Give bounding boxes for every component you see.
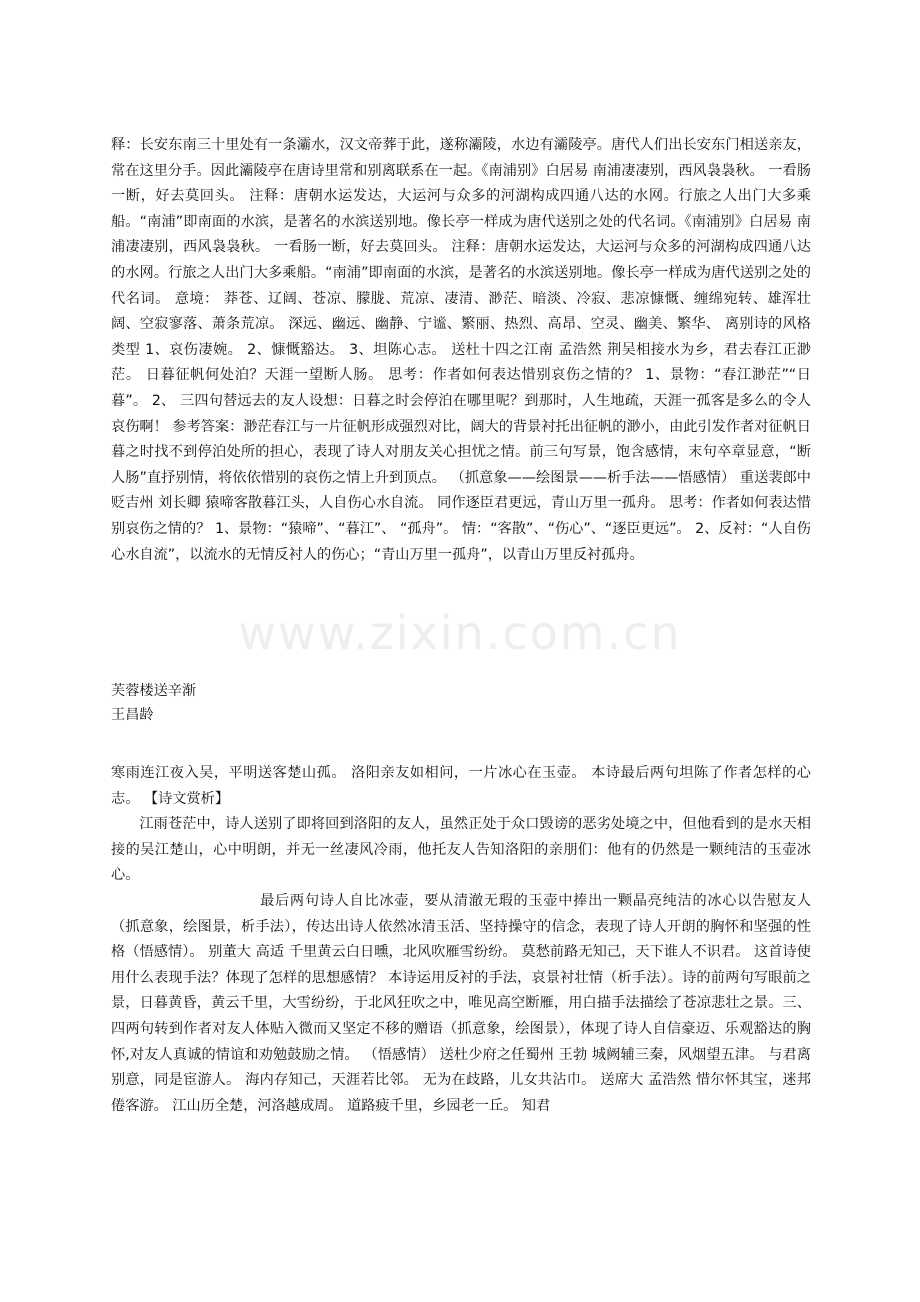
poem-header: [111, 679, 811, 727]
text-block-poem-analysis: [111, 761, 811, 1119]
poem-title: 芙蓉楼送辛渐: [111, 683, 197, 699]
poem-author: 王昌龄: [111, 707, 154, 723]
watermark: www.zixin.com.cn: [238, 606, 682, 660]
paragraph: 江雨苍茫中，诗人送别了即将回到洛阳的友人，虽然正处于众口毁谤的恶劣处境之中，但他看到的是水天相接的吴江楚山，心中明朗，并无一丝凄风冷雨，他托友人告知洛阳的亲朋们：他有的仍然是一颗纯洁的玉壶冰心。: [111, 816, 811, 884]
paragraph: 寒雨连江夜入吴，平明送客楚山孤。 洛阳亲友如相问，一片冰心在玉壶。 本诗最后两句坦陈了作者怎样的心志。 【诗文赏析】: [111, 765, 811, 807]
text-block-farewell-notes: [111, 133, 811, 568]
paragraph: 释：长安东南三十里处有一条灞水，汉文帝葬于此，遂称灞陵，水边有灞陵亭。唐代人们出长安东门相送亲友，常在这里分手。因此灞陵亭在唐诗里常和别离联系在一起。《南浦别》白居易 南浦凄凄别，西风袅袅秋。 一看肠一断，好去莫回头。 注释：唐朝水运发达，大运河与众多的河湖构成四通八达的水网。行旅之人出门大多乘船。“南浦”即南面的水滨，是著名的水滨送别地。像长亭一样成为唐代送别之处的代名词。《南浦别》白居易 南浦凄凄别，西风袅袅秋。 一看肠一断，好去莫回头。 注释：唐朝水运发达，大运河与众多的河湖构成四通八达的水网。行旅之人出门大多乘船。“南浦”即南面的水滨，是著名的水滨送别地。像长亭一样成为唐代送别之处的代名词。 意境： 莽苍、辽阔、苍凉、朦胧、荒凉、凄清、渺茫、暗淡、冷寂、悲凉慷慨、缠绵宛转、雄浑壮阔、空寂寥落、萧条荒凉。 深远、幽远、幽静、宁谧、繁丽、热烈、高昂、空灵、幽美、繁华、 离别诗的风格类型 1、哀伤凄婉。 2、慷慨豁达。 3、坦陈心志。 送杜十四之江南 孟浩然 荆吴相接水为乡，君去春江正渺茫。 日暮征帆何处泊？天涯一望断人肠。 思考：作者如何表达惜别哀伤之情的？ 1、景物：“春江渺茫”“日暮”。 2、 三四句替远去的友人设想：日暮之时会停泊在哪里呢？到那时，人生地疏，天涯一孤客是多么的令人哀伤啊！ 参考答案：渺茫春江与一片征帆形成强烈对比，阔大的背景衬托出征帆的渺小，由此引发作者对征帆日暮之时找不到停泊处所的担心，表现了诗人对朋友关心担忧之情。前三句写景，饱含感情，末句卒章显意，“断人肠”直抒别情，将依依惜别的哀伤之情上升到顶点。 （抓意象——绘图景——析手法——悟感情） 重送裴郎中贬吉州 刘长卿 猿啼客散暮江头，人自伤心水自流。 同作逐臣君更远，青山万里一孤舟。 思考：作者如何表达惜别哀伤之情的？ 1、景物：“猿啼”、“暮江”、 “孤舟”。 情：“客散”、“伤心”、“逐臣更远”。 2、反衬：“人自伤心水自流”，以流水的无情反衬人的伤心；“青山万里一孤舟”，以青山万里反衬孤舟。: [111, 137, 811, 563]
paragraph: 最后两句诗人自比冰壶，要从清澈无瑕的玉壶中捧出一颗晶亮纯洁的冰心以告慰友人（抓意象，绘图景，析手法），传达出诗人依然冰清玉活、坚持操守的信念，表现了诗人开朗的胸怀和坚强的性格（悟感情）。 别董大 高适 千里黄云白日曛，北风吹雁雪纷纷。 莫愁前路无知己，天下谁人不识君。 这首诗使用什么表现手法？体现了怎样的思想感情？ 本诗运用反衬的手法，哀景衬壮情（析手法）。诗的前两句写眼前之景，日暮黄昏，黄云千里，大雪纷纷，于北风狂吹之中，唯见高空断雁，用白描手法描绘了苍凉悲壮之景。三、四两句转到作者对友人体贴入微而又坚定不移的赠语（抓意象，绘图景），体现了诗人自信豪迈、乐观豁达的胸怀,对友人真诚的情谊和劝勉鼓励之情。 （悟感情） 送杜少府之任蜀州 王勃 城阙辅三秦，风烟望五津。 与君离别意，同是宦游人。 海内存知己，天涯若比邻。 无为在歧路，儿女共沾巾。 送席大 孟浩然 惜尔怀其宝，迷邦倦客游。 江山历全楚，河洛越成周。 道路疲千里，乡园老一丘。 知君: [111, 892, 811, 1114]
